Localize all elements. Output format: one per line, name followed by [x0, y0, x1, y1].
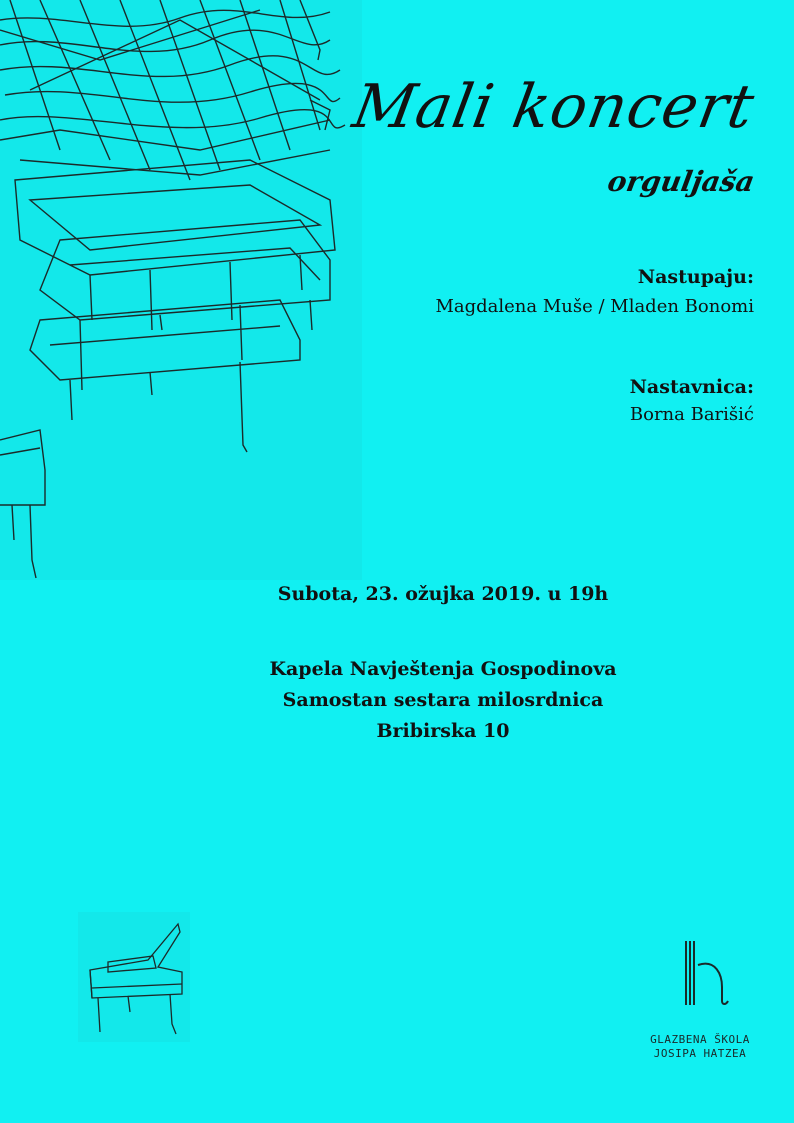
venue-block	[0, 654, 794, 747]
piano-collage-illustration	[0, 0, 362, 580]
performers-names: Magdalena Muše / Mladen Bonomi	[435, 296, 754, 317]
logo-text-line-2: JOSIPA HATZEA	[653, 1047, 747, 1060]
venue-line-2: Samostan sestara milosrdnica	[282, 689, 604, 711]
venue-line-3: Bribirska 10	[376, 720, 510, 742]
venue-line-1: Kapela Navještenja Gospodinova	[269, 658, 617, 680]
performers-label: Nastupaju:	[637, 266, 754, 288]
event-date-block	[0, 579, 794, 610]
school-logo	[630, 935, 770, 1065]
school-logo-mark	[630, 935, 770, 1015]
teacher-name: Borna Barišić	[629, 404, 754, 425]
concert-subtitle: orguljaša	[604, 165, 757, 198]
teacher-label: Nastavnica:	[629, 376, 754, 398]
piano-collage-drawing	[0, 0, 362, 580]
logo-text-line-1: GLAZBENA ŠKOLA	[650, 1033, 750, 1046]
concert-title: Mali koncert	[348, 72, 761, 142]
grand-piano-icon	[78, 912, 190, 1042]
small-piano-illustration	[78, 912, 190, 1042]
event-date: Subota, 23. ožujka 2019. u 19h	[277, 583, 609, 605]
